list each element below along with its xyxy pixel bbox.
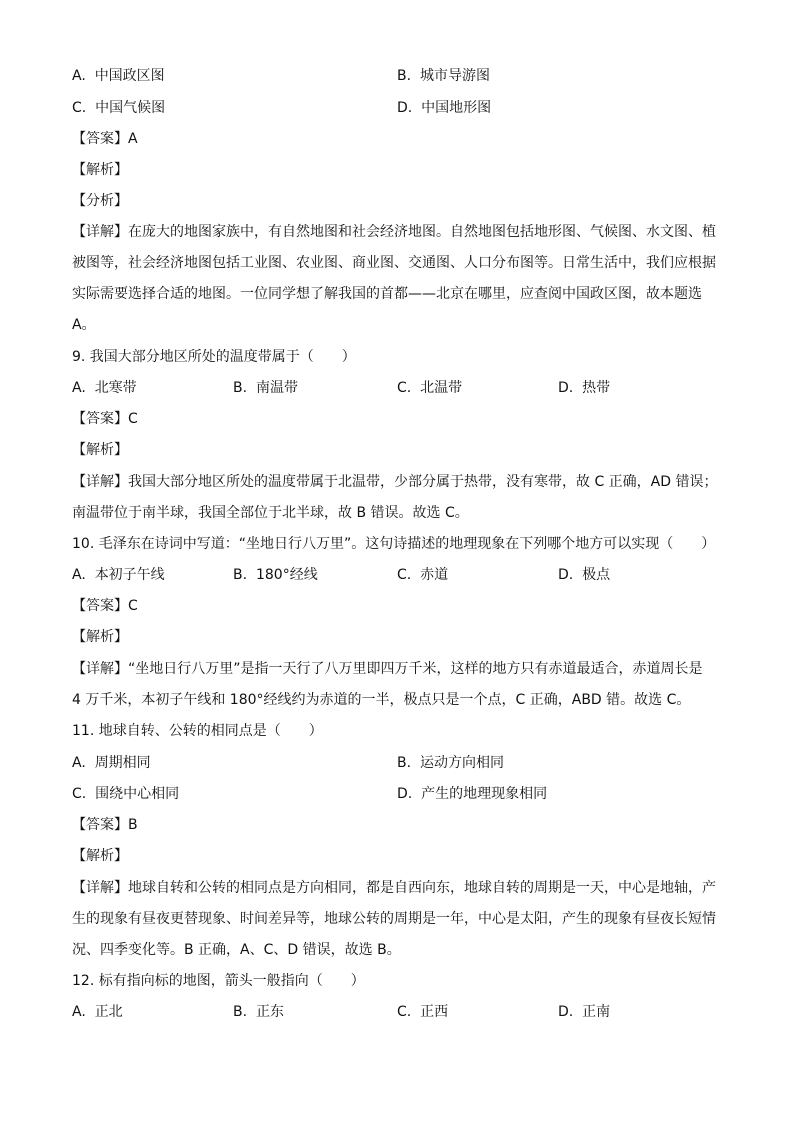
q12-option-a — [72, 1002, 123, 1022]
q11-option-a-text: 周期相同 — [94, 755, 151, 771]
q8-detail-line: A。 — [72, 317, 96, 333]
q9-stem: 9. 我国大部分地区所处的温度带属于（ ） — [72, 349, 356, 365]
q9-option-c — [397, 378, 462, 398]
q9-option-b — [233, 378, 298, 398]
q11-option-c-text: 围绕中心相同 — [95, 786, 180, 802]
q11-detail-line: 况、四季变化等。B 正确，A、C、D 错误，故选 B。 — [72, 942, 401, 958]
q8-option-d-letter: D. — [397, 100, 413, 116]
q10-answer: 【答案】C — [72, 598, 138, 614]
q9-option-c-text: 北温带 — [420, 380, 463, 396]
q9-option-a-text: 北寒带 — [94, 380, 137, 396]
q8-option-d — [397, 98, 491, 118]
q11-option-c — [72, 784, 179, 804]
q12-option-b — [233, 1002, 284, 1022]
q9-detail-line: 【详解】我国大部分地区所处的温度带属于北温带，少部分属于热带，没有寒带，故 C 正确，AD 错误； — [72, 474, 718, 490]
q11-option-d — [397, 784, 547, 804]
q8-detail-line: 被图等，社会经济地图包括工业图、农业图、商业图、交通图、人口分布图等。日常生活中，我们应根据 — [72, 255, 716, 271]
q10-option-d-letter: D. — [558, 567, 574, 583]
q12-option-d — [558, 1002, 610, 1022]
q8-option-b — [397, 66, 490, 86]
q11-option-b-letter: B. — [397, 755, 412, 771]
q11-option-d-letter: D. — [397, 786, 413, 802]
q8-option-a — [72, 66, 165, 86]
q11-option-b-text: 运动方向相同 — [419, 755, 504, 771]
q10-option-a-text: 本初子午线 — [94, 567, 165, 583]
q8-option-c — [72, 98, 165, 118]
q11-option-b — [397, 753, 504, 773]
q8-option-b-text: 城市导游图 — [419, 68, 490, 84]
q9-answer: 【答案】C — [72, 411, 138, 427]
q10-detail-line: 4 万千米，本初子午线和 180°经线约为赤道的一半，极点只是一个点，C 正确，ABD 错。故选 C。 — [72, 692, 691, 708]
q12-option-b-letter: B. — [233, 1004, 248, 1020]
q10-option-d — [558, 565, 610, 585]
q8-option-a-text: 中国政区图 — [94, 68, 165, 84]
q9-option-b-letter: B. — [233, 380, 248, 396]
q11-analysis-heading: 【解析】 — [72, 848, 128, 864]
q8-detail-line: 【详解】在庞大的地图家族中，有自然地图和社会经济地图。自然地图包括地形图、气候图、水文图、植 — [72, 224, 716, 240]
q8-analysis-heading: 【解析】 — [72, 162, 128, 178]
q9-detail-line: 南温带位于南半球，我国全部位于北半球，故 B 错误。故选 C。 — [72, 505, 469, 521]
q11-detail-line: 【详解】地球自转和公转的相同点是方向相同，都是自西向东，地球自转的周期是一天，中心是地轴，产 — [72, 880, 716, 896]
q10-option-a-letter: A. — [72, 567, 86, 583]
q11-stem: 11. 地球自转、公转的相同点是（ ） — [72, 723, 323, 739]
q10-option-d-text: 极点 — [582, 567, 611, 583]
q10-option-b-letter: B. — [233, 567, 248, 583]
q10-option-c-text: 赤道 — [420, 567, 449, 583]
q10-option-b — [233, 565, 318, 585]
q12-option-c — [397, 1002, 448, 1022]
q12-option-a-letter: A. — [72, 1004, 86, 1020]
q9-option-a-letter: A. — [72, 380, 86, 396]
q11-option-d-text: 产生的地理现象相同 — [421, 786, 548, 802]
q8-option-c-letter: C. — [72, 100, 87, 116]
q9-option-c-letter: C. — [397, 380, 412, 396]
q12-option-d-text: 正南 — [582, 1004, 611, 1020]
q10-analysis-heading: 【解析】 — [72, 629, 128, 645]
q8-option-a-letter: A. — [72, 68, 86, 84]
q9-option-d-letter: D. — [558, 380, 574, 396]
q8-option-d-text: 中国地形图 — [421, 100, 492, 116]
q12-stem: 12. 标有指向标的地图，箭头一般指向（ ） — [72, 973, 365, 989]
q10-option-a — [72, 565, 165, 585]
q8-detail-line: 实际需要选择合适的地图。一位同学想了解我国的首都——北京在哪里，应查阅中国政区图，故本题选 — [72, 286, 702, 302]
q10-option-c-letter: C. — [397, 567, 412, 583]
q8-option-b-letter: B. — [397, 68, 412, 84]
q11-answer: 【答案】B — [72, 817, 138, 833]
q9-option-d-text: 热带 — [582, 380, 611, 396]
q9-option-d — [558, 378, 610, 398]
q8-fenxi-heading: 【分析】 — [72, 193, 128, 209]
q12-option-c-letter: C. — [397, 1004, 412, 1020]
q10-option-c — [397, 565, 448, 585]
q9-analysis-heading: 【解析】 — [72, 442, 128, 458]
q11-option-c-letter: C. — [72, 786, 87, 802]
q10-option-b-text: 180°经线 — [255, 567, 318, 583]
q11-option-a-letter: A. — [72, 755, 86, 771]
q8-option-c-text: 中国气候图 — [95, 100, 166, 116]
q12-option-a-text: 正北 — [94, 1004, 123, 1020]
q10-detail-line: 【详解】“坐地日行八万里”是指一天行了八万里即四万千米，这样的地方只有赤道最适合，赤道周长是 — [72, 661, 703, 677]
q12-option-b-text: 正东 — [255, 1004, 284, 1020]
q11-option-a — [72, 753, 151, 773]
q10-stem: 10. 毛泽东在诗词中写道：“坐地日行八万里”。这句诗描述的地理现象在下列哪个地方可以实现（ ） — [72, 536, 716, 552]
q9-option-a — [72, 378, 137, 398]
q11-detail-line: 生的现象有昼夜更替现象、时间差异等，地球公转的周期是一年，中心是太阳，产生的现象有昼夜长短情 — [72, 911, 716, 927]
q12-option-c-text: 正西 — [420, 1004, 449, 1020]
q8-answer: 【答案】A — [72, 131, 138, 147]
q12-option-d-letter: D. — [558, 1004, 574, 1020]
q9-option-b-text: 南温带 — [255, 380, 298, 396]
